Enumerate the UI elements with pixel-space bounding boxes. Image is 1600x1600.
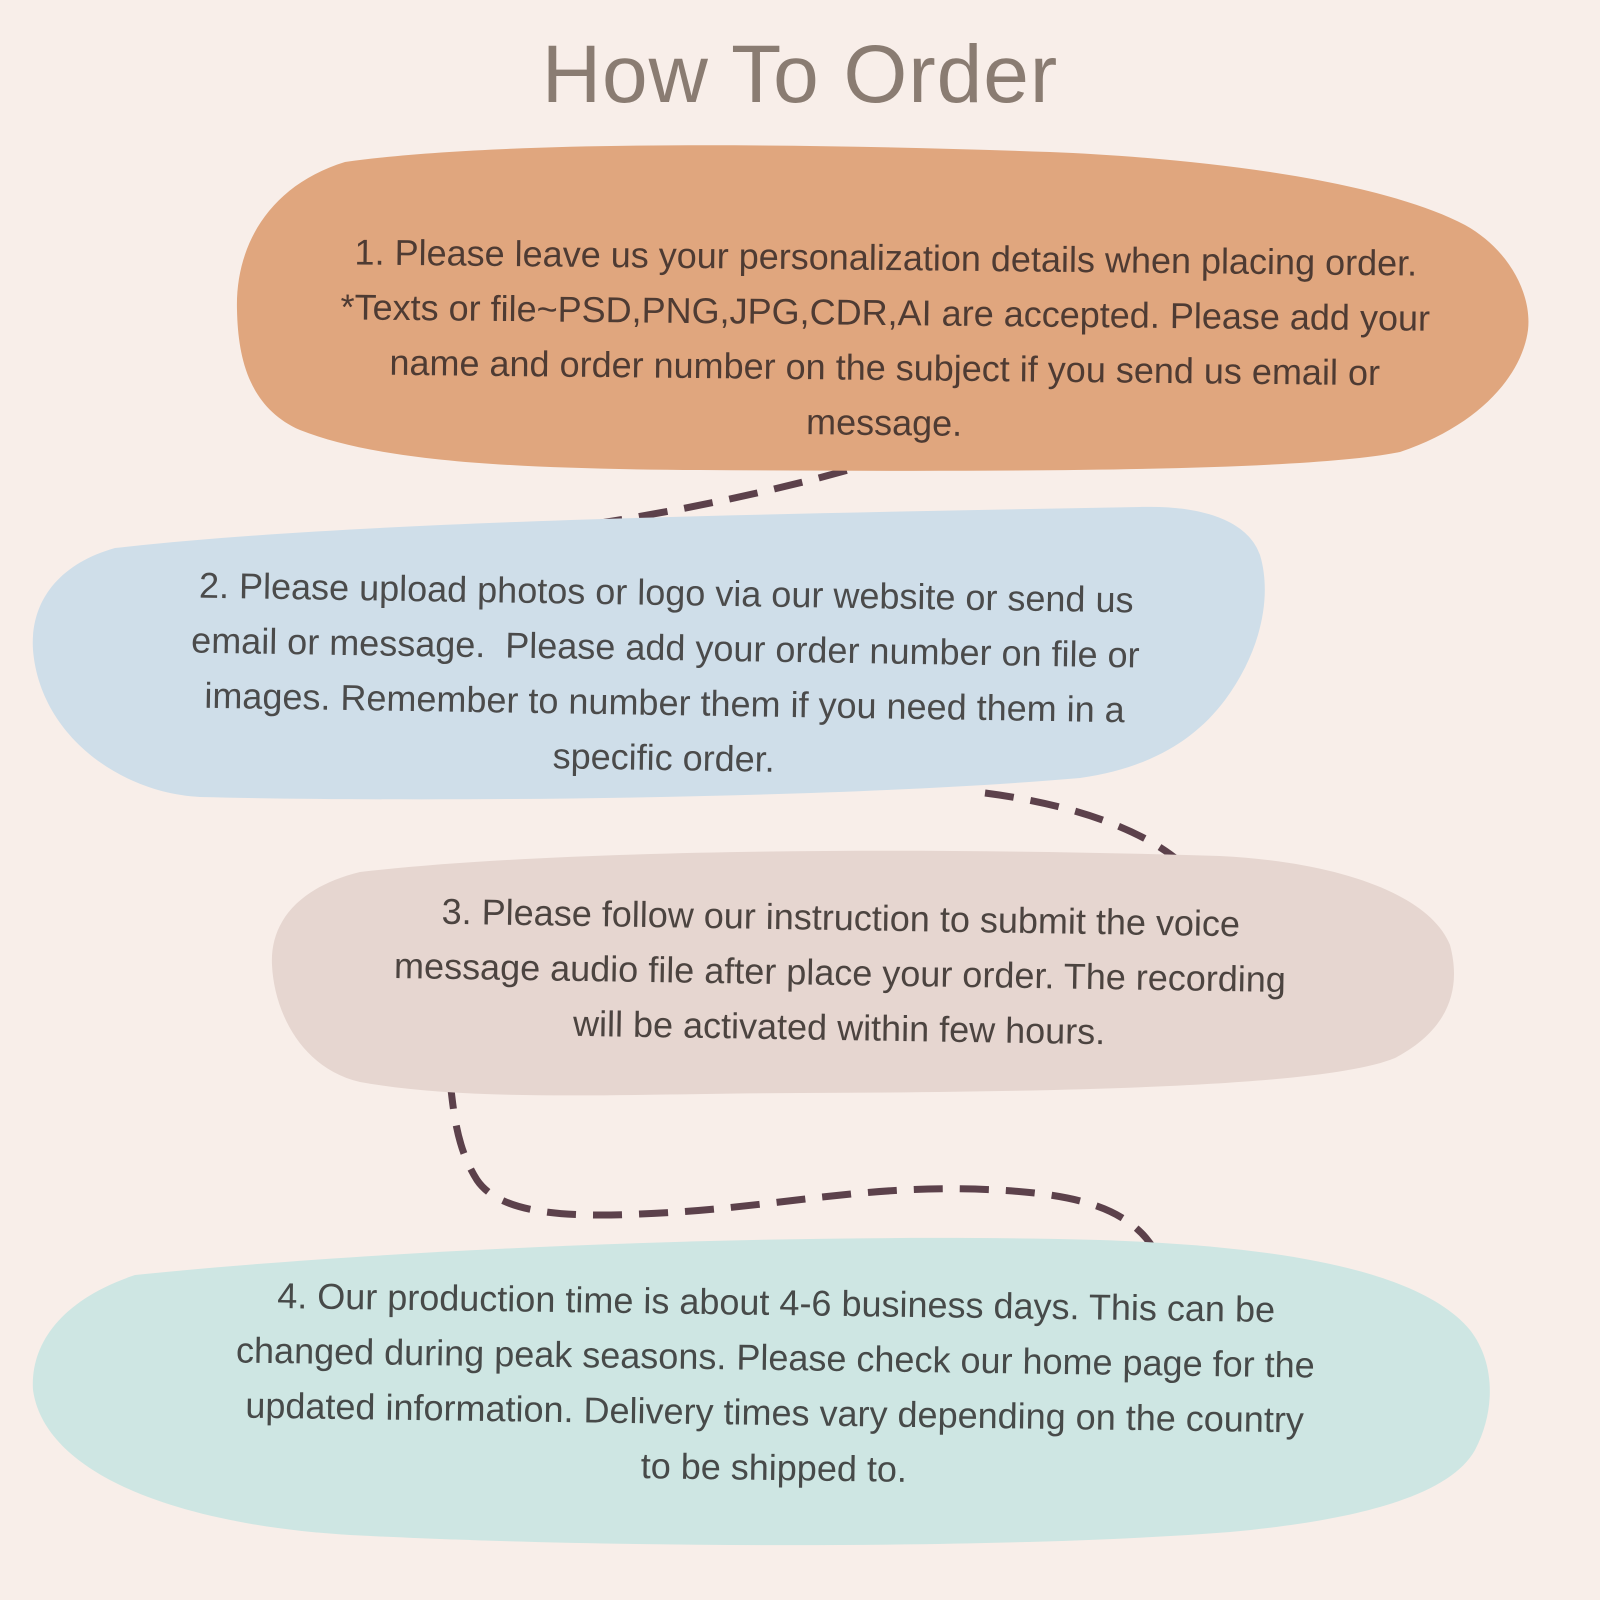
step-2-line-3: images. Remember to number them if you need them in a [204,674,1126,731]
step-3-line-1: 3. Please follow our instruction to submit the voice [441,890,1241,945]
step-1-line-2: *Texts or file~PSD,PNG,JPG,CDR,AI are accepted. Please add your [340,286,1431,339]
step-4-line-1: 4. Our production time is about 4-6 business days. This can be [276,1275,1276,1330]
step-4-line-4: to be shipped to. [640,1445,908,1490]
step-2-line-4: specific order. [552,735,776,780]
step-2-line-2: email or message. Please add your order number on file or [190,619,1140,676]
step-1-line-1: 1. Please leave us your personalization details when placing order. [354,231,1418,284]
step-3-line-3: will be activated within few hours. [572,1002,1106,1053]
step-3-line-2: message audio file after place your order. The recording [393,944,1287,1001]
step-3-text [239,881,1441,1065]
step-1-line-3: name and order number on the subject if you send us email or [389,341,1381,394]
step-4-text [174,1267,1377,1504]
step-1-text [284,224,1486,457]
step-4-line-3: updated information. Delivery times vary depending on the country [245,1384,1305,1441]
step-2-line-1: 2. Please upload photos or logo via our website or send us [198,564,1134,621]
step-2-text [63,556,1266,795]
step-4-line-2: changed during peak seasons. Please check our home page for the [235,1329,1315,1386]
page-title: How To Order [541,29,1059,120]
step-1-line-4: message. [805,401,963,444]
